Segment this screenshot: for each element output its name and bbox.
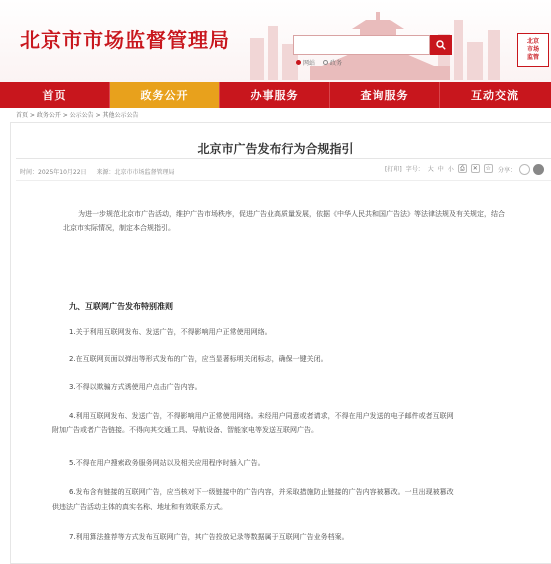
- share-bar: [498, 164, 544, 175]
- rule-item-7: 7.利用算法推荐等方式发布互联网广告，其广告投放记录等数据属于互联网广告业务档案。: [69, 533, 349, 541]
- search-button[interactable]: [430, 35, 452, 55]
- nav-home[interactable]: 首页: [0, 82, 110, 108]
- font-size-large[interactable]: 大: [427, 166, 434, 173]
- article-date: 时间：2025年10月22日: [20, 169, 87, 176]
- font-size-label: 字号：: [405, 166, 424, 173]
- scope-option-gov[interactable]: 政务: [323, 58, 342, 67]
- rule-item-3: 3.不得以欺骗方式诱使用户点击广告内容。: [69, 383, 202, 391]
- nav-inquiry[interactable]: 查询服务: [330, 82, 440, 108]
- main-nav: [0, 82, 551, 108]
- article-source: 来源：北京市市场监督管理局: [96, 169, 175, 176]
- wechat-share-icon[interactable]: [519, 164, 530, 175]
- scope-option-site[interactable]: 网站: [296, 58, 315, 67]
- rule-item-4-line-2: 附加广告或者广告链接。不得向其交通工具、导航设备、智能家电等发送互联网广告。: [52, 426, 318, 434]
- weibo-share-icon[interactable]: [533, 164, 544, 175]
- search-icon: [436, 40, 446, 50]
- radio-selected-icon: [296, 60, 301, 65]
- nav-gov-affairs[interactable]: 政务公开: [110, 82, 220, 108]
- rule-item-6-line-2: 供违法广告活动主体的真实名称、地址和有效联系方式。: [52, 503, 227, 511]
- section-heading: 九、互联网广告发布特别准则: [69, 302, 173, 311]
- search-input[interactable]: [293, 35, 430, 55]
- article-meta: [20, 167, 175, 176]
- intro-line-2: 北京市实际情况，制定本合规指引。: [63, 224, 175, 232]
- rule-item-6-line-1: 6.发布含有链接的互联网广告，应当核对下一级链接中的广告内容，并采取措施防止链接的广告内容被篡改。一旦出现被篡改: [69, 488, 454, 496]
- favorite-icon[interactable]: ☆: [485, 165, 491, 172]
- nav-interaction[interactable]: 互动交流: [471, 89, 519, 102]
- close-icon[interactable]: ✕: [472, 165, 478, 172]
- print-link[interactable]: [打印]: [385, 166, 402, 173]
- title-divider: [16, 158, 551, 159]
- breadcrumb[interactable]: 首页 > 政务公开 > 公示公告 > 其他公示公告: [16, 112, 139, 119]
- search-scope-options: [296, 58, 342, 67]
- meta-divider: [16, 180, 551, 181]
- emblem-logo: 北京 市场 监管: [517, 33, 549, 67]
- nav-services[interactable]: 办事服务: [220, 82, 330, 108]
- share-label: 分享：: [498, 167, 517, 174]
- radio-empty-icon: [323, 60, 328, 65]
- site-title[interactable]: 北京市市场监督管理局: [20, 28, 230, 52]
- article-tools: [385, 164, 493, 173]
- font-size-medium[interactable]: 中: [437, 166, 444, 173]
- rule-item-2: 2.在互联网页面以弹出等形式发布的广告，应当显著标明关闭标志，确保一键关闭。: [69, 355, 328, 363]
- article-title: 北京市广告发布行为合规指引: [197, 142, 354, 156]
- rule-item-4-line-1: 4.利用互联网发布、发送广告，不得影响用户正常使用网络。未经用户同意或者请求，不得在用户发送的电子邮件或者互联网: [69, 412, 454, 420]
- site-header: [0, 0, 551, 82]
- rule-item-5: 5.不得在用户搜索政务服务网站以及相关应用程序时插入广告。: [69, 459, 265, 467]
- rule-item-1: 1.关于利用互联网发布、发送广告，不得影响用户正常使用网络。: [69, 328, 272, 336]
- font-size-small[interactable]: 小: [447, 166, 454, 173]
- intro-line-1: 为进一步规范北京市广告活动，维护广告市场秩序，促进广告业高质量发展，依据《中华人民共和国广告法》等法律法规及有关规定，结合: [78, 210, 505, 218]
- print-icon[interactable]: ⎙: [458, 164, 467, 173]
